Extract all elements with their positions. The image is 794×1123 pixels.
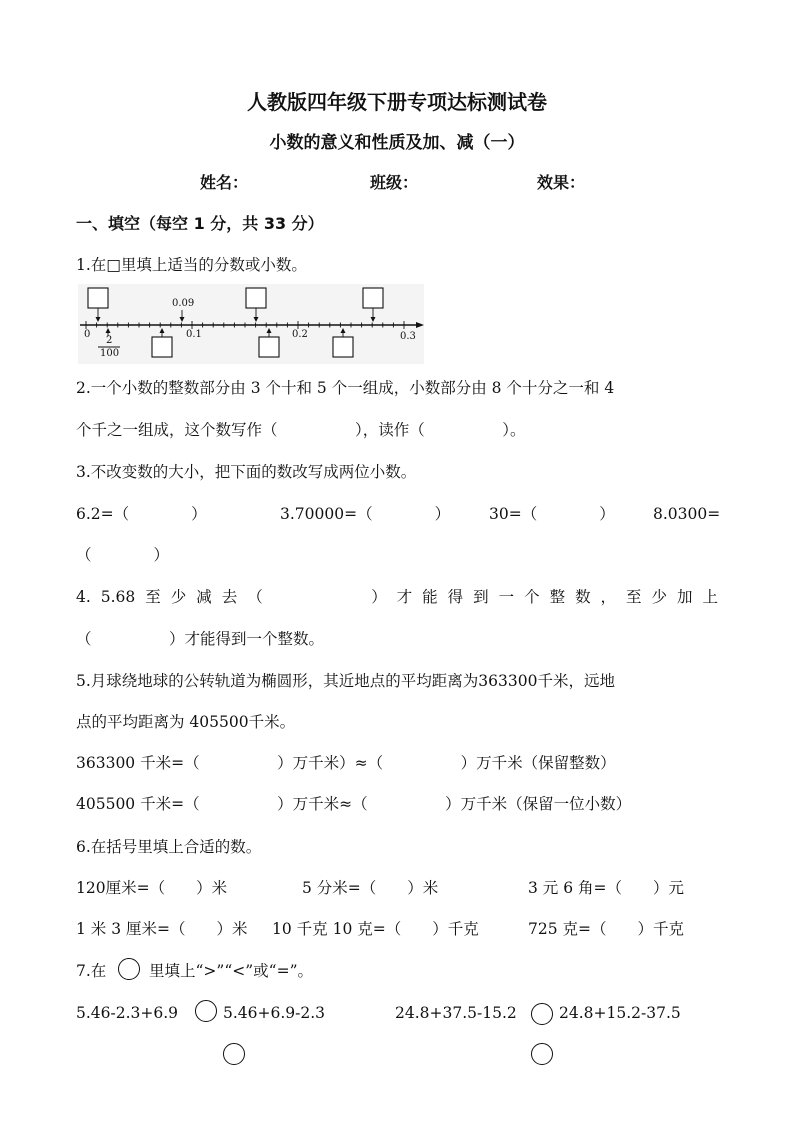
q7-left-expression-b: 5.46+6.9-2.3	[223, 1004, 326, 1022]
q4-part: 去	[221, 588, 238, 606]
number-line-arrow	[416, 322, 424, 328]
q4-part: 上	[702, 588, 718, 606]
question-6-row-2-item-1: 1 米 3 厘米=（ ）米	[76, 920, 248, 938]
q4-part: 才	[396, 588, 413, 606]
answer-box-top-1	[88, 288, 108, 308]
question-3-item-2: 3.70000=（ ）	[280, 505, 451, 523]
q4-part: 减	[196, 588, 212, 606]
number-line-figure	[78, 284, 424, 364]
question-4-line-2: （ ）才能得到一个整数。	[76, 630, 325, 648]
question-4-line-1	[76, 586, 718, 608]
section-heading-fill-blanks: 一、填空（每空 1 分，共 33 分）	[76, 214, 324, 233]
tick-label-0-1: 0.1	[186, 329, 202, 340]
compare-circle-answer-3[interactable]	[223, 1043, 245, 1065]
q4-part: 5.68	[100, 588, 136, 606]
q4-part: 能	[422, 588, 438, 606]
answer-box-bottom-1	[152, 337, 172, 357]
question-3-text: 3.不改变数的大小，把下面的数改写成两位小数。	[76, 463, 417, 481]
answer-box-top-3	[363, 288, 383, 308]
question-7-text-after: 里填上“>”“<”或“=”。	[149, 962, 314, 980]
page-title: 人教版四年级下册专项达标测试卷	[247, 90, 547, 114]
question-6-row-2-item-3: 725 克=（ ）千克	[528, 920, 684, 938]
question-6-row-1-item-2: 5 分米=（ ）米	[302, 879, 439, 897]
question-2-line-2: 个千之一组成，这个数写作（ ），读作（ ）。	[76, 421, 526, 439]
q4-part: 个	[524, 588, 540, 606]
q4-part: 到	[473, 588, 489, 606]
question-6-row-2-item-2: 10 千克 10 克=（ ）千克	[272, 920, 479, 938]
question-5-line-2: 点的平均距离为 405500千米。	[76, 713, 296, 731]
q4-part: ，	[600, 588, 617, 606]
class-label: 班级：	[370, 173, 419, 192]
q4-part: 得	[447, 588, 464, 606]
page-subtitle: 小数的意义和性质及加、减（一）	[269, 133, 525, 153]
tick-label-0-2: 0.2	[292, 329, 308, 340]
question-6-text: 6.在括号里填上合适的数。	[76, 838, 262, 856]
tick-label-0-3: 0.3	[400, 331, 416, 342]
q7-right-expression-a: 24.8+37.5-15.2	[395, 1004, 517, 1022]
q4-part: （ ）	[247, 588, 387, 606]
question-6-row-1-item-1: 120厘米=（ ）米	[76, 879, 228, 897]
question-6-row-1-item-3: 3 元 6 角=（ ）元	[528, 879, 684, 897]
name-label: 姓名：	[200, 173, 249, 192]
compare-circle-answer-1[interactable]	[195, 1000, 217, 1022]
answer-box-bottom-3	[333, 337, 353, 357]
q4-part: 少	[651, 588, 668, 606]
answer-box-bottom-2	[259, 337, 279, 357]
question-3-tail: （ ）	[76, 546, 170, 564]
question-5-row-2: 405500 千米=（ ）万千米≈（ ）万千米（保留一位小数）	[76, 795, 632, 813]
question-3-item-4: 8.0300=	[653, 505, 721, 523]
q4-part: 加	[677, 588, 693, 606]
tick-label-0: 0	[84, 329, 91, 340]
q4-part: 至	[626, 588, 642, 606]
question-5-row-1: 363300 千米=（ ）万千米）≈（ ）万千米（保留整数）	[76, 754, 616, 772]
q4-part: 数	[575, 588, 591, 606]
tick-label-0-09: 0.09	[172, 298, 195, 309]
number-line-svg	[78, 284, 424, 364]
question-5-line-1: 5.月球绕地球的公转轨道为椭圆形，其近地点的平均距离为363300千米，远地	[76, 672, 615, 690]
compare-circle-answer-4[interactable]	[531, 1043, 553, 1065]
q7-left-expression-a: 5.46-2.3+6.9	[76, 1004, 179, 1022]
q4-part: 至	[145, 588, 161, 606]
question-7-text-before: 7.在	[76, 962, 107, 980]
compare-circle-legend	[118, 958, 140, 980]
question-3-item-1: 6.2=（ ）	[76, 505, 207, 523]
q4-part: 4.	[76, 588, 91, 606]
q7-right-expression-b: 24.8+15.2-37.5	[559, 1004, 681, 1022]
q4-part: 整	[549, 588, 566, 606]
q4-part: 少	[170, 588, 187, 606]
fraction-numerator: 2	[106, 335, 113, 346]
question-2-line-1: 2.一个小数的整数部分由 3 个十和 5 个一组成，小数部分由 8 个十分之一和 4	[76, 379, 615, 397]
result-label: 效果：	[537, 173, 586, 192]
q4-part: 一	[498, 588, 515, 606]
question-3-item-3: 30=（ ）	[489, 505, 615, 523]
question-1-text: 1.在□里填上适当的分数或小数。	[76, 256, 307, 274]
compare-circle-answer-2[interactable]	[531, 1003, 553, 1025]
fraction-denominator: 100	[100, 348, 120, 359]
answer-box-top-2	[246, 288, 266, 308]
